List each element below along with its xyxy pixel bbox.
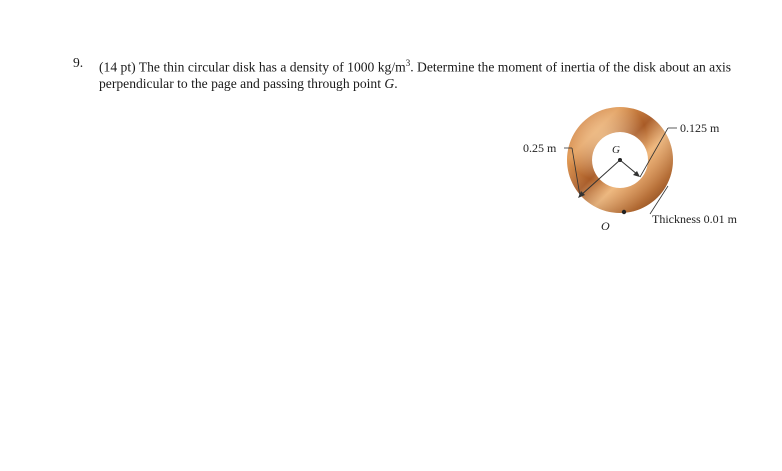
problem-end: . — [394, 75, 398, 91]
problem-point-name: G — [384, 75, 395, 91]
pivot-point-o — [622, 210, 626, 214]
problem-number: 9. — [73, 55, 84, 70]
problem-points: (14 pt) — [99, 59, 136, 75]
problem-text-a: The thin circular disk has a density of 1000 kg/m — [138, 59, 406, 75]
problem-text-b: . Determine the moment of inertia of the disk about an axis perpendicular to the page and passing through point — [99, 59, 732, 91]
thickness-label: Thickness 0.01 m — [652, 212, 737, 226]
density-exponent: 3 — [405, 58, 411, 68]
outer-radius-label: 0.25 m — [523, 141, 557, 155]
inner-radius-label: 0.125 m — [680, 121, 720, 135]
pivot-label-o: O — [601, 219, 610, 233]
center-label-g: G — [612, 144, 620, 156]
